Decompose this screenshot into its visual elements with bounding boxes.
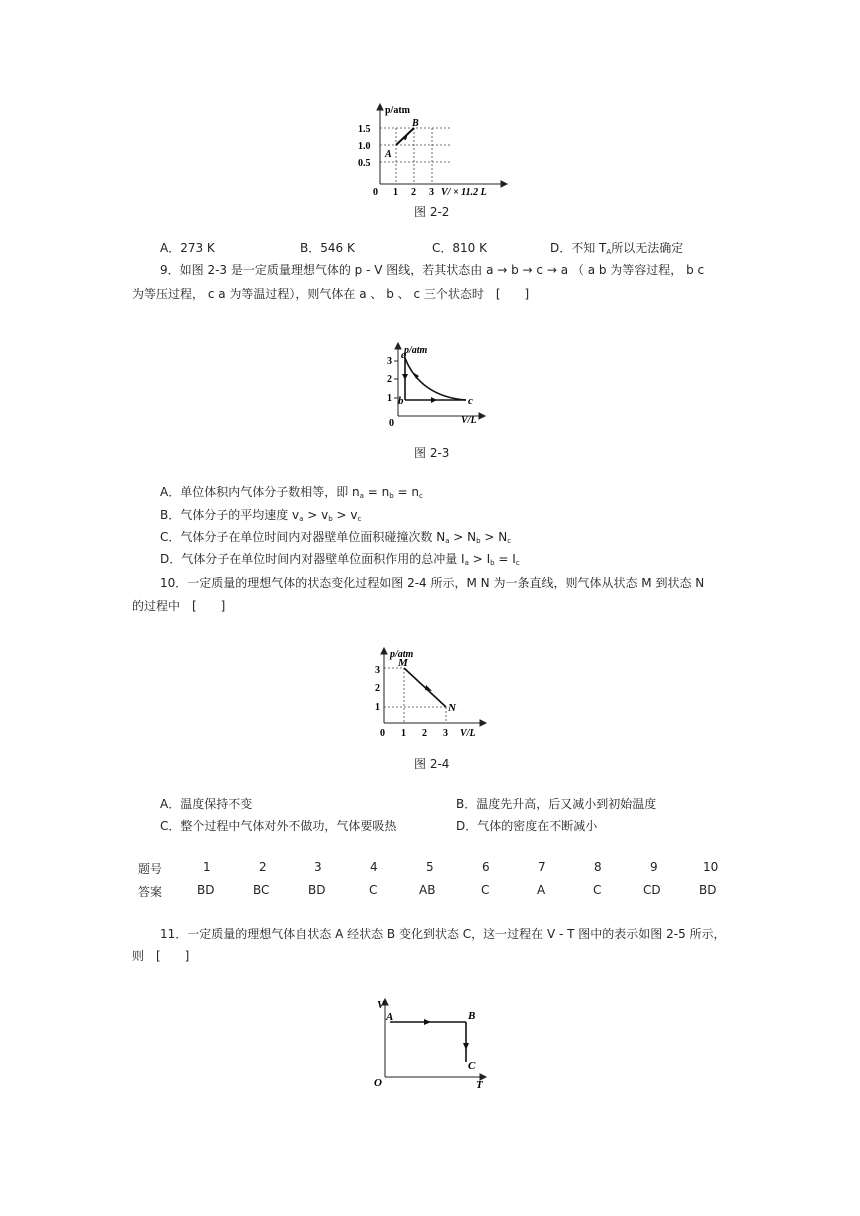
fig23-y-tick: 3 (387, 356, 392, 367)
fig25-origin: O (374, 1077, 382, 1089)
fig24-x-tick: 3 (443, 728, 448, 739)
answer-table (0, 860, 860, 900)
fig25-x-axis-label: T (476, 1079, 483, 1090)
figure-2-3 (353, 342, 493, 430)
answer-table-answer: A (537, 883, 546, 897)
fig22-y-tick: 1.5 (358, 124, 371, 135)
fig24-y-tick: 2 (375, 683, 380, 694)
q9-option-d: D．气体分子在单位时间内对器壁单位面积作用的总冲量 $I_a > I_b = I_c$ (160, 552, 520, 567)
answer-table-answer: BD (699, 883, 717, 897)
answer-table-answer: AB (419, 883, 436, 897)
q10-option-c: C．整个过程中气体对外不做功，气体要吸热 (160, 819, 397, 833)
fig24-x-axis-label: V/L (460, 728, 476, 739)
answer-table-number: 2 (259, 860, 267, 874)
fig24-point-n: N (448, 702, 456, 714)
answer-table-answer: C (593, 883, 602, 897)
q8-option-d: D．不知 $T_A$所以无法确定 (550, 241, 684, 256)
q8-option-c: C．810 K (432, 241, 487, 255)
fig23-y-tick: 2 (387, 374, 392, 385)
q11-stem-line1: 11．一定质量的理想气体自状态 A 经状态 B 变化到状态 C，这一过程在 V - T 图中的表示如图 2-5 所示， (160, 927, 726, 941)
figure-2-3-caption: 图 2-3 (414, 446, 450, 460)
fig22-point-b: B (412, 118, 419, 129)
q9-option-a: A．单位体积内气体分子数相等，即 $n_a = n_b = n_c$ (160, 485, 423, 500)
fig23-y-axis-label: p/atm (404, 345, 428, 356)
answer-table-answer: C (481, 883, 490, 897)
answer-table-answer: BD (308, 883, 326, 897)
answer-table-number: 3 (314, 860, 322, 874)
answer-table-number: 9 (650, 860, 658, 874)
figure-2-2 (355, 100, 515, 195)
fig23-point-c: c (468, 395, 473, 407)
answer-table-number: 6 (482, 860, 490, 874)
figure-2-4-caption: 图 2-4 (414, 757, 450, 771)
answer-table-number: 5 (426, 860, 434, 874)
fig23-point-a: a (401, 349, 407, 361)
q9-option-b: B．气体分子的平均速度 $v_a > v_b > v_c$ (160, 508, 362, 523)
q9-option-c: C．气体分子在单位时间内对器壁单位面积碰撞次数 $N_a > N_b > N_c$ (160, 530, 512, 545)
fig22-x-tick: 2 (411, 187, 416, 195)
q10-stem-line1: 10．一定质量的理想气体的状态变化过程如图 2-4 所示，M N 为一条直线，则气体从状态 M 到状态 N (160, 576, 705, 590)
fig23-point-b: b (398, 395, 404, 407)
fig22-y-tick: 1.0 (358, 141, 371, 152)
fig24-y-tick: 3 (375, 665, 380, 676)
q8-option-a: A．273 K (160, 241, 215, 255)
answer-table-row1-label: 题号 (138, 862, 163, 876)
fig23-y-tick: 1 (387, 393, 392, 404)
answer-table-number: 10 (703, 860, 719, 874)
fig25-point-a: A (386, 1011, 394, 1023)
fig24-y-tick: 1 (375, 702, 380, 713)
fig22-x-tick: 3 (429, 187, 434, 195)
figure-2-2-caption: 图 2-2 (414, 205, 450, 219)
fig24-x-tick: 1 (401, 728, 406, 739)
fig22-x-tick: 1 (393, 187, 398, 195)
answer-table-number: 7 (538, 860, 546, 874)
figure-2-5 (370, 995, 495, 1090)
fig22-point-a: A (385, 149, 392, 160)
fig22-x-tick: 0 (373, 187, 378, 195)
answer-table-row2-label: 答案 (138, 885, 163, 899)
fig24-x-tick: 2 (422, 728, 427, 739)
fig24-x-tick: 0 (380, 728, 385, 739)
fig24-point-m: M (398, 657, 408, 669)
q10-stem-line2: 的过程中 [ ] (132, 599, 226, 613)
answer-table-number: 4 (370, 860, 378, 874)
q10-option-d: D．气体的密度在不断减小 (456, 819, 598, 833)
answer-table-number: 1 (203, 860, 211, 874)
fig25-point-c: C (468, 1060, 476, 1072)
fig25-y-axis-label: V (377, 999, 385, 1011)
answer-table-answer: CD (643, 883, 661, 897)
fig22-y-axis-label: p/atm (385, 105, 410, 116)
answer-table-answer: BC (253, 883, 270, 897)
fig22-y-tick: 0.5 (358, 158, 371, 169)
q10-option-a: A．温度保持不变 (160, 797, 253, 811)
fig24-y-axis-label: p/atm (390, 649, 414, 660)
q8-option-b: B．546 K (300, 241, 355, 255)
answer-table-answer: BD (197, 883, 215, 897)
figure-2-4 (370, 645, 490, 740)
fig23-origin: 0 (389, 418, 394, 429)
q11-stem-line2: 则 [ ] (132, 949, 190, 963)
q9-stem-line2: 为等压过程， c a 为等温过程），则气体在 a 、 b 、 c 三个状态时 [ ] (132, 287, 530, 301)
answer-table-number: 8 (594, 860, 602, 874)
q10-option-b: B．温度先升高，后又减小到初始温度 (456, 797, 657, 811)
q9-stem-line1: 9．如图 2-3 是一定质量理想气体的 p - V 图线，若其状态由 a → b → c → a （ a b 为等容过程， b c (160, 263, 705, 277)
fig25-point-b: B (468, 1010, 476, 1022)
answer-table-answer: C (369, 883, 378, 897)
fig23-x-axis-label: V/L (461, 415, 477, 426)
fig22-x-axis-label: V/ × 11.2 L (441, 187, 487, 195)
